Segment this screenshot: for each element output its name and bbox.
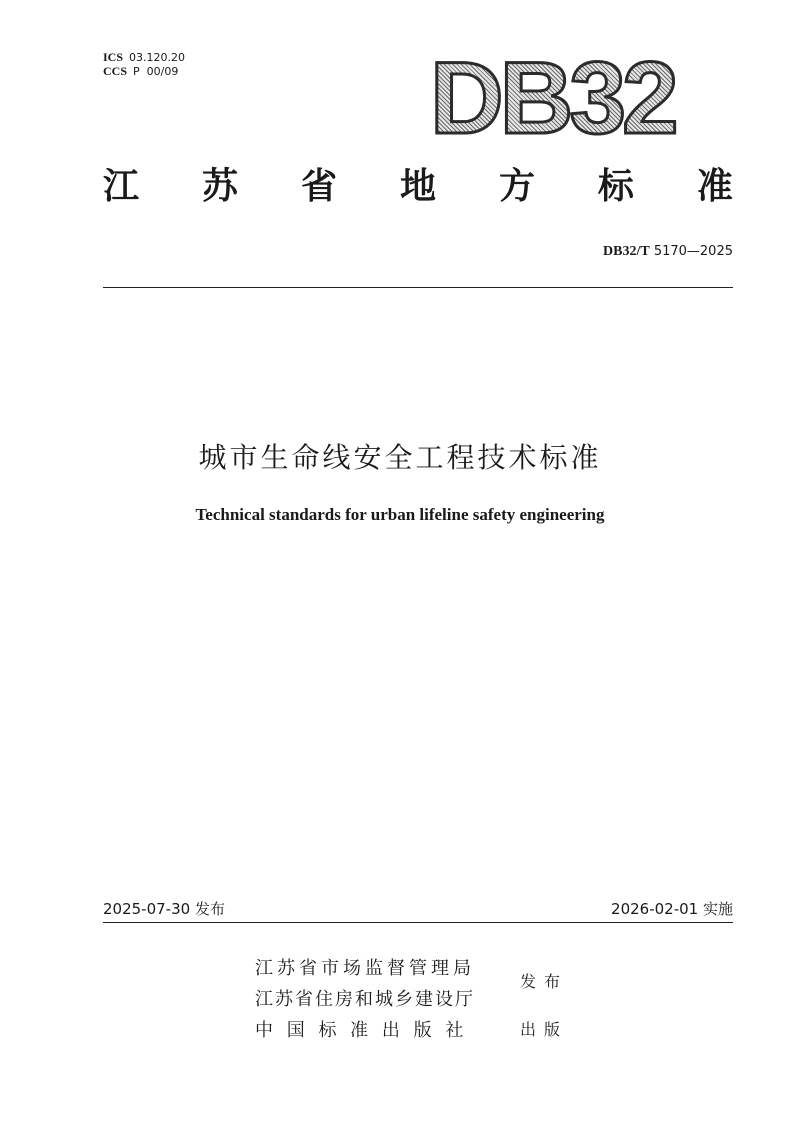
publisher-market-regulation: 江苏省市场监督管理局: [255, 958, 475, 979]
ccs-code: [103, 64, 178, 79]
bottom-divider: [103, 922, 733, 923]
heading-char: 苏: [201, 166, 238, 207]
heading-char: 标: [597, 166, 634, 207]
title-chinese: 城市生命线安全工程技术标准: [198, 441, 602, 474]
standard-number-prefix: DB32/T: [603, 244, 650, 259]
ccs-label: CCS: [103, 64, 128, 78]
standard-number-value: 5170—2025: [649, 244, 733, 259]
db32-logo: DB32: [430, 41, 675, 155]
ics-label: ICS: [103, 50, 124, 64]
top-divider: [103, 287, 733, 288]
publisher-standards-press: 中 国 标 准 出 版 社: [255, 1020, 468, 1041]
ics-code: [103, 50, 185, 65]
heading-char: 准: [696, 166, 733, 207]
heading-char: 方: [498, 166, 535, 207]
issue-date: 2025-07-30 发布: [103, 900, 225, 918]
action-publish: 出版: [520, 1020, 569, 1039]
implement-date: 2026-02-01 实施: [611, 900, 733, 918]
heading-char: 地: [399, 166, 436, 207]
title-english: Technical standards for urban lifeline safety engineering: [195, 505, 605, 524]
heading-char: 省: [300, 166, 337, 207]
action-issue: 发布: [520, 972, 569, 991]
heading-char: 江: [103, 166, 140, 207]
publisher-housing-construction: 江苏省住房和城乡建设厅: [255, 989, 475, 1010]
ccs-value: P 00/09: [133, 65, 179, 78]
standard-type-heading: [103, 158, 733, 209]
ics-value: 03.120.20: [129, 51, 185, 64]
standard-number: [603, 244, 733, 260]
